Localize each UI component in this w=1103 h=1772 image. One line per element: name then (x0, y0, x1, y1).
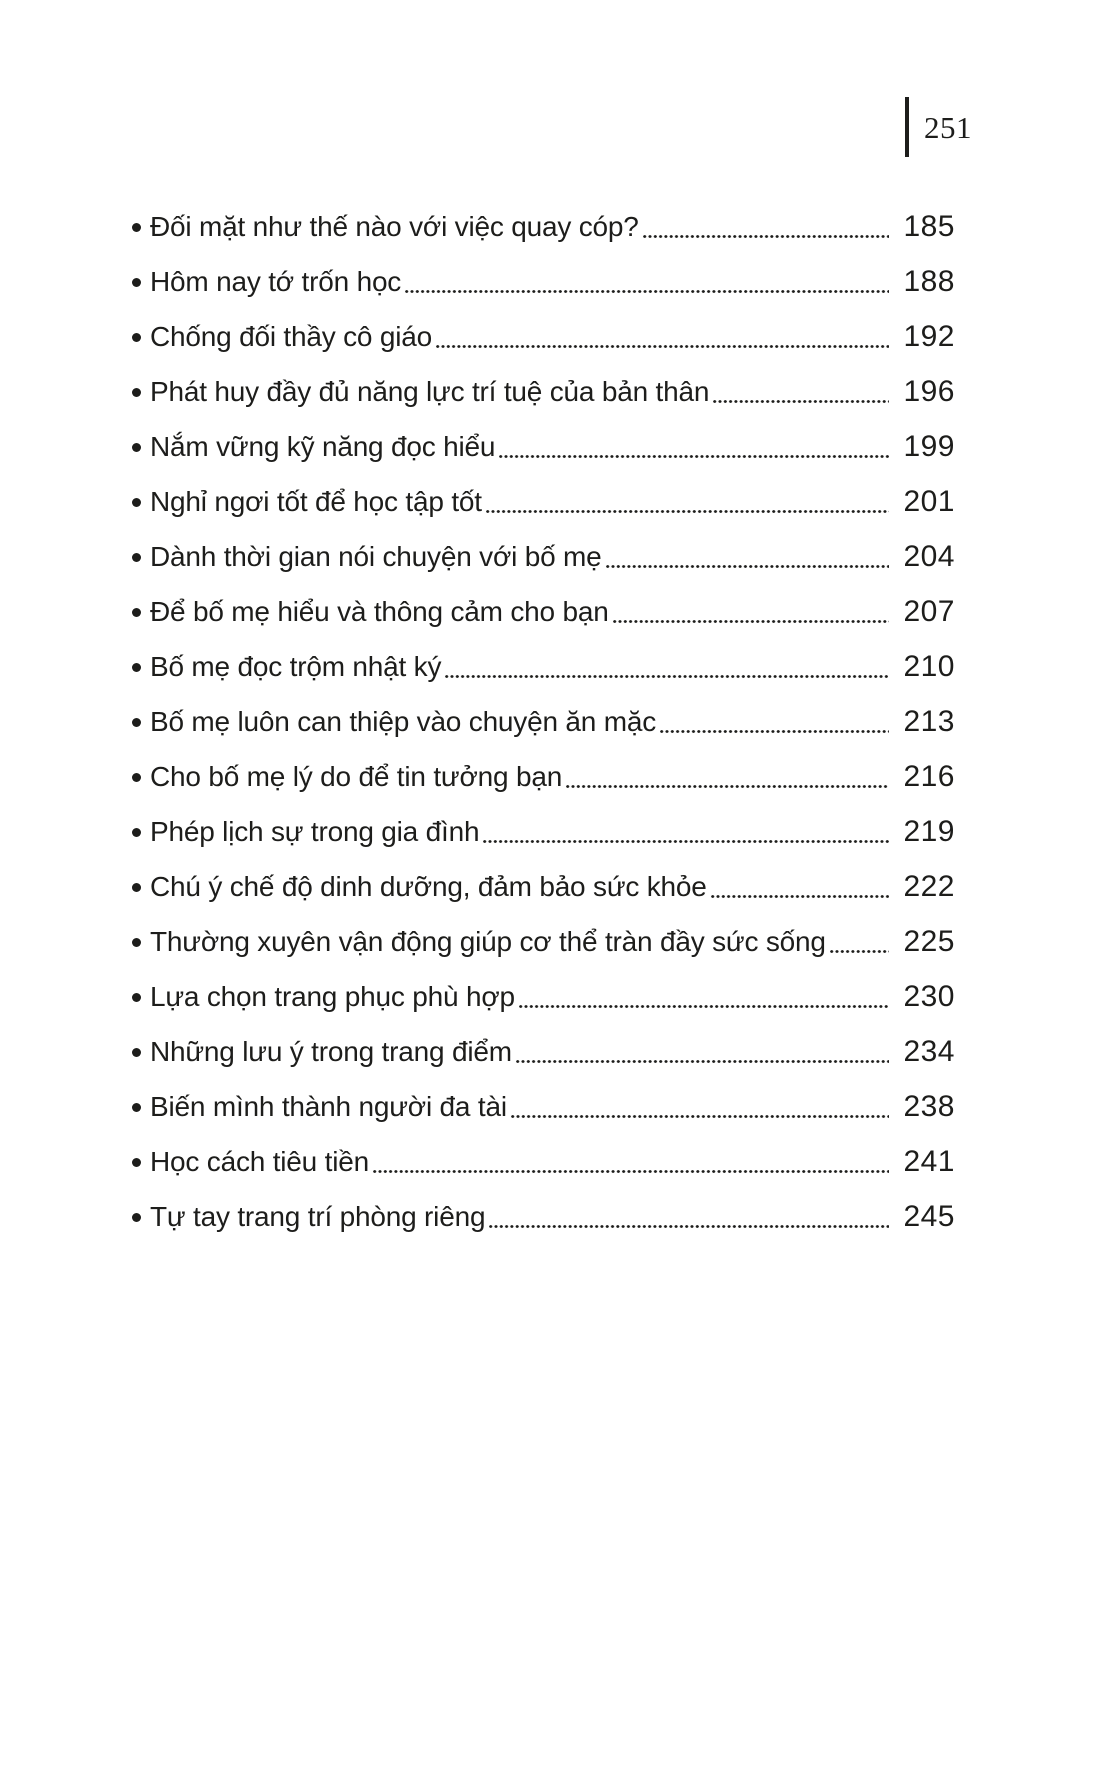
dot-leader (516, 1060, 890, 1063)
toc-entry-title: Nghỉ ngơi tốt để học tập tốt (150, 486, 482, 517)
toc-entry-page: 192 (903, 320, 955, 353)
toc-entry (132, 749, 955, 804)
dot-leader (511, 1115, 890, 1118)
bullet-icon (132, 278, 141, 287)
toc-entry-page: 201 (903, 485, 955, 518)
toc-entry-page: 204 (903, 540, 955, 573)
bullet-icon (132, 608, 141, 617)
toc-entry (132, 804, 955, 859)
dot-leader (486, 510, 890, 513)
toc-entry-title: Cho bố mẹ lý do để tin tưởng bạn (150, 761, 563, 792)
bullet-icon (132, 718, 141, 727)
bullet-icon (132, 1158, 141, 1167)
dot-leader (713, 400, 889, 403)
toc-entry-title: Tự tay trang trí phòng riêng (150, 1201, 486, 1232)
toc-entry (132, 529, 955, 584)
dot-leader (660, 730, 889, 733)
dot-leader (445, 675, 889, 678)
dot-leader (499, 455, 889, 458)
toc-entry-page: 210 (903, 650, 955, 683)
dot-leader (436, 345, 889, 348)
toc-entry-title: Biến mình thành người đa tài (150, 1091, 507, 1122)
toc-entry (132, 1189, 955, 1244)
toc-entry-title: Bố mẹ luôn can thiệp vào chuyện ăn mặc (150, 706, 657, 737)
bullet-icon (132, 388, 141, 397)
toc-entry (132, 474, 955, 529)
toc-entry-title: Học cách tiêu tiền (150, 1146, 369, 1177)
toc-entry-title: Lựa chọn trang phục phù hợp (150, 981, 515, 1012)
toc-entry-page: 225 (903, 925, 955, 958)
toc-entry-title: Bố mẹ đọc trộm nhật ký (150, 651, 442, 682)
toc-entry-page: 207 (903, 595, 955, 628)
toc-entry (132, 694, 955, 749)
bullet-icon (132, 443, 141, 452)
toc-entry-page: 185 (903, 210, 955, 243)
toc-entry-title: Phát huy đầy đủ năng lực trí tuệ của bản thân (150, 376, 710, 407)
toc-entry (132, 254, 955, 309)
dot-leader (489, 1225, 889, 1228)
toc-entry (132, 1024, 955, 1079)
toc-entry-page: 213 (903, 705, 955, 738)
dot-leader (566, 785, 889, 788)
bullet-icon (132, 993, 141, 1002)
bullet-icon (132, 883, 141, 892)
toc-entry-title: Chú ý chế độ dinh dưỡng, đảm bảo sức khỏe (150, 871, 707, 902)
toc-entry (132, 859, 955, 914)
toc-entry (132, 584, 955, 639)
toc-entry-title: Để bố mẹ hiểu và thông cảm cho bạn (150, 596, 609, 627)
dot-leader (643, 235, 890, 238)
toc-entry (132, 199, 955, 254)
toc-entry-page: 234 (903, 1035, 955, 1068)
toc-entry-title: Thường xuyên vận động giúp cơ thể tràn đầy sức sống (150, 926, 826, 957)
bullet-icon (132, 1103, 141, 1112)
bullet-icon (132, 498, 141, 507)
toc-entry (132, 969, 955, 1024)
toc-entry (132, 309, 955, 364)
toc-entry-page: 245 (903, 1200, 955, 1233)
toc-entry-page: 188 (903, 265, 955, 298)
bullet-icon (132, 828, 141, 837)
dot-leader (405, 290, 889, 293)
toc-entry-page: 238 (903, 1090, 955, 1123)
toc-entry-page: 216 (903, 760, 955, 793)
toc-entry-title: Phép lịch sự trong gia đình (150, 816, 480, 847)
toc-entry (132, 914, 955, 969)
dot-leader (606, 565, 890, 568)
bullet-icon (132, 938, 141, 947)
toc-entry (132, 419, 955, 474)
toc-entry-page: 241 (903, 1145, 955, 1178)
page-header (905, 97, 972, 157)
toc-entry-title: Những lưu ý trong trang điểm (150, 1036, 512, 1067)
dot-leader (373, 1170, 889, 1173)
bullet-icon (132, 223, 141, 232)
bullet-icon (132, 663, 141, 672)
toc-entry-page: 199 (903, 430, 955, 463)
dot-leader (519, 1005, 890, 1008)
dot-leader (483, 840, 889, 843)
toc-entry-title: Chống đối thầy cô giáo (150, 321, 433, 352)
header-rule-divider (905, 97, 909, 157)
bullet-icon (132, 333, 141, 342)
toc-entry (132, 364, 955, 419)
toc-entry-title: Đối mặt như thế nào với việc quay cóp? (150, 211, 639, 242)
toc-entry-page: 219 (903, 815, 955, 848)
toc-entry-page: 196 (903, 375, 955, 408)
toc-entry-page: 230 (903, 980, 955, 1013)
dot-leader (830, 950, 890, 953)
bullet-icon (132, 1048, 141, 1057)
toc-list (0, 199, 1103, 1244)
bullet-icon (132, 1213, 141, 1222)
dot-leader (711, 895, 890, 898)
dot-leader (613, 620, 890, 623)
toc-entry-title: Hôm nay tớ trốn học (150, 266, 402, 297)
toc-entry-page: 222 (903, 870, 955, 903)
toc-entry-title: Dành thời gian nói chuyện với bố mẹ (150, 541, 602, 572)
bullet-icon (132, 773, 141, 782)
toc-entry (132, 1134, 955, 1189)
bullet-icon (132, 553, 141, 562)
toc-entry (132, 1079, 955, 1134)
toc-entry (132, 639, 955, 694)
toc-entry-title: Nắm vững kỹ năng đọc hiểu (150, 431, 496, 462)
page-number: 251 (924, 110, 972, 145)
